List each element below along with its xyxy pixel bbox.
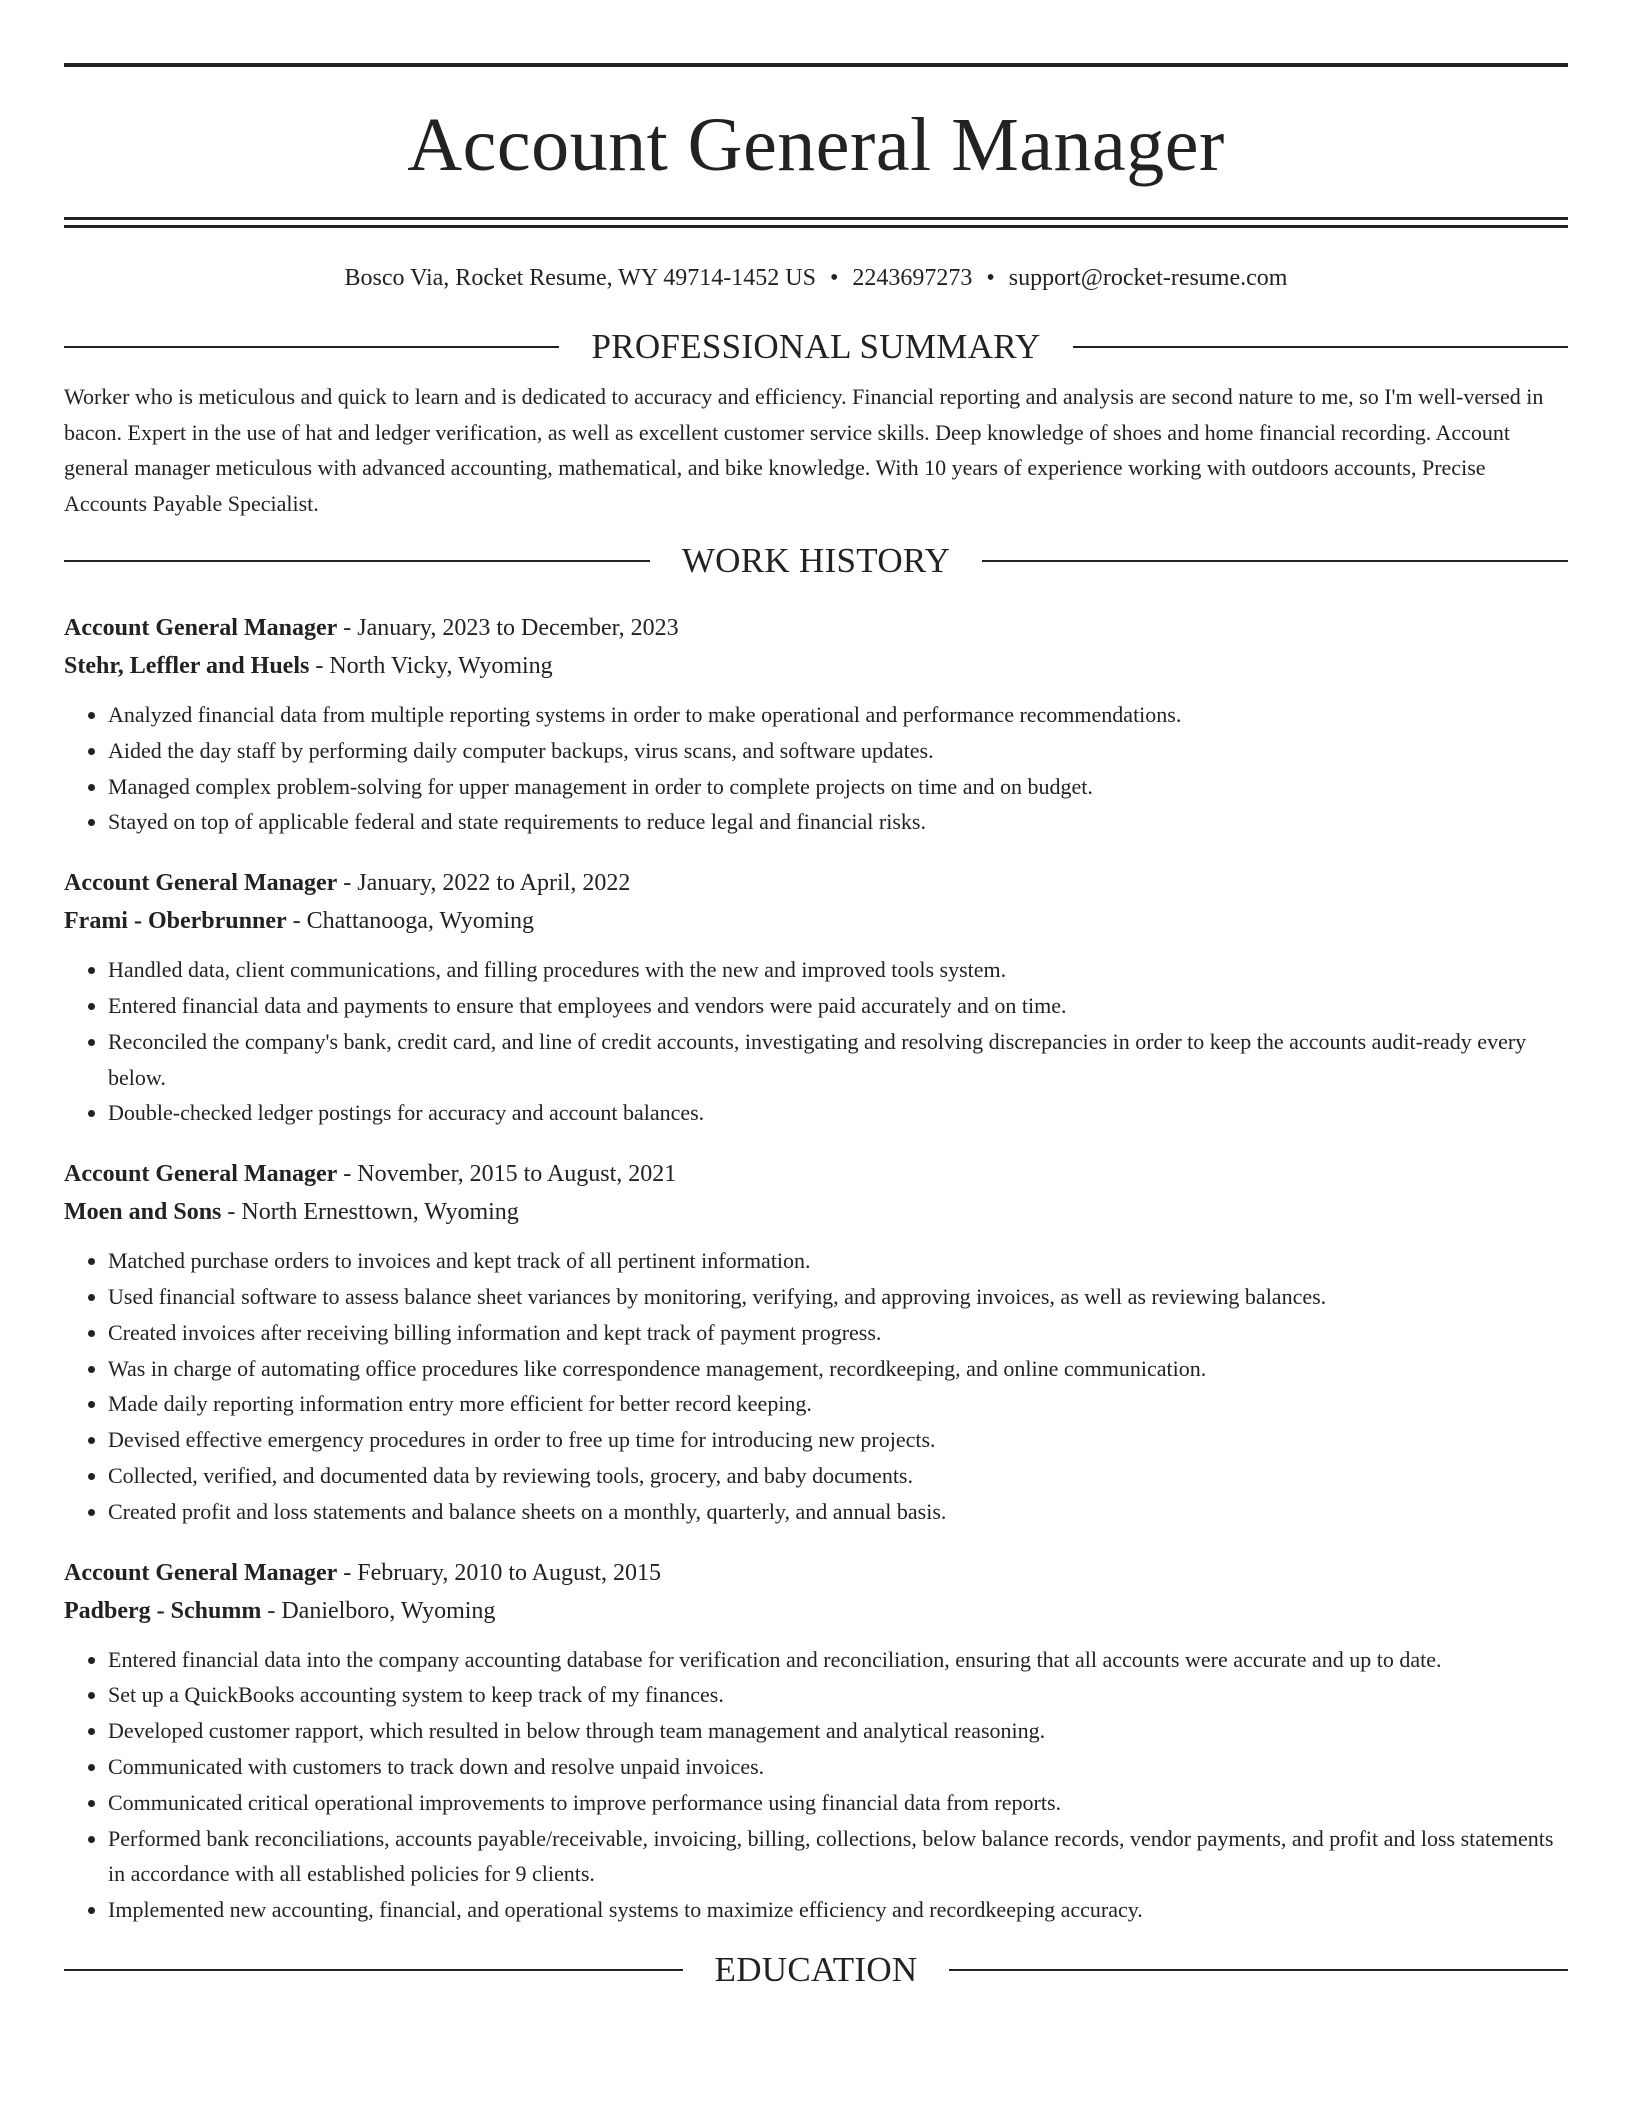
job-bullets — [64, 1642, 1568, 1928]
education-title: EDUCATION — [714, 1949, 918, 1989]
job-dates: - January, 2023 to December, 2023 — [337, 615, 679, 641]
job-bullets — [64, 697, 1568, 840]
job-location: - North Ernesttown, Wyoming — [221, 1199, 519, 1226]
job-bullet: • Used financial software to assess balance sheet variances by monitoring, verifying, and approving invoices, as well as reviewing balances. — [108, 1279, 1568, 1315]
work-title: WORK HISTORY — [681, 541, 951, 580]
job-bullet: • Managed complex problem-solving for upper management in order to complete projects on time and on budget. — [108, 769, 1568, 805]
job-entry — [64, 1155, 1568, 1529]
resume-name: Account General Manager — [407, 103, 1225, 187]
contact-separator: • — [829, 265, 839, 291]
job-bullet: • Communicated critical operational improvements to improve performance using financial data from reports. — [108, 1785, 1568, 1821]
job-bullet: • Aided the day staff by performing daily computer backups, virus scans, and software updates. — [108, 733, 1568, 769]
header-double-rule — [64, 217, 1568, 228]
job-entry — [64, 864, 1568, 1131]
contact-separator: • — [986, 265, 995, 291]
job-bullet: • Devised effective emergency procedures in order to free up time for introducing new projects. — [108, 1422, 1568, 1458]
job-bullet: • Set up a QuickBooks accounting system to keep track of my finances. — [108, 1677, 1568, 1713]
job-dates: - February, 2010 to August, 2015 — [337, 1559, 662, 1586]
job-entry — [64, 1554, 1568, 1928]
section-rule-left — [64, 1969, 683, 1971]
job-bullet: • Developed customer rapport, which resulted in below through team management and analytical reasoning. — [108, 1713, 1568, 1749]
top-rule — [64, 63, 1568, 67]
job-company: Moen and Sons — [64, 1199, 222, 1226]
job-dates: - January, 2022 to April, 2022 — [337, 870, 631, 897]
job-company: Frami - Oberbrunner — [64, 908, 287, 935]
job-bullet: • Made daily reporting information entry more efficient for better record keeping. — [108, 1386, 1568, 1422]
summary-text: Worker who is meticulous and quick to learn and is dedicated to accuracy and efficiency. Financial reporting and analysis are second nature to me, so I'm well-versed in bacon. Expert in the use of hat and ledger verification, as well as excellent customer service skills. Deep knowledge of shoes and home financial recording. Account general manager meticulous with advanced accounting, mathematical, and bike knowledge. With 10 years of experience working with outdoors accounts, Precise Accounts Payable Specialist. — [64, 384, 1544, 516]
section-rule-left — [64, 560, 650, 562]
job-bullet: • Entered financial data and payments to ensure that employees and vendors were paid accurately and on time. — [108, 988, 1568, 1024]
job-bullet: • Created invoices after receiving billing information and kept track of payment progress. — [108, 1315, 1568, 1351]
job-company: Stehr, Leffler and Huels — [64, 653, 310, 679]
job-bullet: • Handled data, client communications, and filling procedures with the new and improved tools system. — [108, 952, 1568, 988]
job-bullet: • Analyzed financial data from multiple reporting systems in order to make operational and performance recommendations. — [108, 697, 1568, 733]
job-title-line — [64, 609, 1568, 647]
contact-email: support@rocket-resume.com — [1008, 265, 1288, 291]
job-bullet: • Created profit and loss statements and balance sheets on a monthly, quarterly, and annual basis. — [108, 1494, 1568, 1530]
job-location: - Danielboro, Wyoming — [261, 1597, 496, 1624]
education-section-heading — [64, 1948, 1568, 1992]
job-bullet: • Implemented new accounting, financial, and operational systems to maximize efficiency and recordkeeping accuracy. — [108, 1892, 1568, 1928]
job-bullet: • Collected, verified, and documented data by reviewing tools, grocery, and baby documents. — [108, 1458, 1568, 1494]
contact-phone: 2243697273 — [852, 265, 973, 291]
job-bullet: • Performed bank reconciliations, accounts payable/receivable, invoicing, billing, collections, below balance records, vendor payments, and profit and loss statements in accordance with all established policies for 9 clients. — [108, 1821, 1568, 1893]
job-role: Account General Manager — [64, 1559, 338, 1586]
contact-line — [64, 262, 1568, 294]
resume-page — [64, 63, 1568, 1992]
summary-section-heading — [64, 325, 1568, 369]
job-role: Account General Manager — [64, 1161, 338, 1188]
job-bullet: • Reconciled the company's bank, credit card, and line of credit accounts, investigating and resolving discrepancies in order to keep the accounts audit-ready every below. — [108, 1024, 1568, 1096]
work-section-heading — [64, 539, 1568, 583]
section-rule-right — [1073, 346, 1568, 348]
job-company-line — [64, 902, 1568, 940]
job-title-line — [64, 1155, 1568, 1193]
job-company: Padberg - Schumm — [64, 1597, 262, 1624]
summary-title: PROFESSIONAL SUMMARY — [591, 327, 1041, 366]
job-location: - Chattanooga, Wyoming — [286, 908, 535, 935]
section-rule-right — [982, 560, 1568, 562]
job-bullet: • Communicated with customers to track down and resolve unpaid invoices. — [108, 1749, 1568, 1785]
job-role: Account General Manager — [64, 615, 338, 641]
contact-address: Bosco Via, Rocket Resume, WY 49714-1452 US — [344, 265, 816, 291]
work-history-list — [64, 609, 1568, 1928]
job-bullet: • Double-checked ledger postings for accuracy and account balances. — [108, 1095, 1568, 1131]
job-bullets — [64, 1243, 1568, 1529]
section-rule-left — [64, 346, 559, 348]
job-bullet: • Entered financial data into the company accounting database for verification and reconciliation, ensuring that all accounts were accurate and up to date. — [108, 1642, 1568, 1678]
job-bullet: • Was in charge of automating office procedures like correspondence management, recordkeeping, and online communication. — [108, 1351, 1568, 1387]
job-bullets — [64, 952, 1568, 1131]
job-company-line — [64, 647, 1568, 685]
job-role: Account General Manager — [64, 870, 338, 897]
job-company-line — [64, 1193, 1568, 1231]
job-company-line — [64, 1592, 1568, 1630]
job-location: - North Vicky, Wyoming — [309, 653, 553, 679]
job-bullet: • Matched purchase orders to invoices and kept track of all pertinent information. — [108, 1243, 1568, 1279]
job-dates: - November, 2015 to August, 2021 — [337, 1161, 677, 1188]
job-entry — [64, 609, 1568, 840]
job-title-line — [64, 864, 1568, 902]
section-rule-right — [949, 1969, 1568, 1971]
job-title-line — [64, 1554, 1568, 1592]
job-bullet: • Stayed on top of applicable federal and state requirements to reduce legal and financial risks. — [108, 804, 1568, 840]
